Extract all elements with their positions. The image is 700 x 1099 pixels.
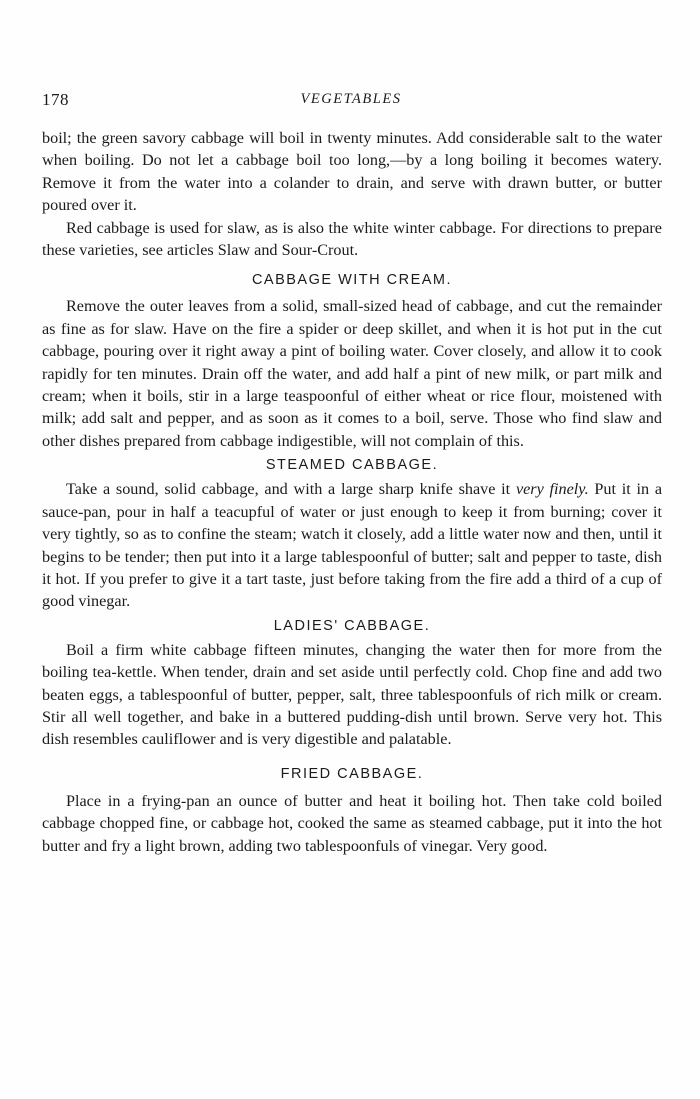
steamed-text-italic: very finely.: [515, 480, 589, 499]
page-header: [42, 90, 660, 114]
section-title-cabbage-with-cream: CABBAGE WITH CREAM.: [251, 272, 453, 289]
steamed-text-start: Take a sound, solid cabbage, and with a large sharp knife shave it: [66, 480, 516, 499]
section-text-steamed-cabbage: [42, 478, 662, 612]
section-title-steamed-cabbage: STEAMED CABBAGE.: [265, 457, 439, 474]
steamed-text-end: Put it in a sauce-pan, pour in half a teacupful of water or just enough to keep it from burning; cover it very tightly, so as to confine the steam; watch it closely, add a little water now and then, until it begins to be tender; then put into it a large tablespoonful of butter; salt and pepper to taste, dish it hot. If you prefer to give it a tart taste, just before taking from the fire add a third of a cup of good vinegar.: [42, 480, 663, 611]
page-number: 178: [42, 90, 69, 109]
section-text-ladies-cabbage: Boil a firm white cabbage fifteen minutes, changing the water then for more from the boiling tea-kettle. When tender, drain and set aside until perfectly cold. Chop fine and add two beaten eggs, a tablespoonful of butter, pepper, salt, three tablespoonfuls of rich milk or cream. Stir all well together, and bake in a buttered pudding-dish until brown. Serve very hot. This dish resembles cauliflower and is very digestible and palatable.: [42, 640, 662, 749]
section-title-ladies-cabbage: LADIES' CABBAGE.: [273, 617, 431, 634]
intro-paragraph-red-cabbage: Red cabbage is used for slaw, as is also the white winter cabbage. For directions to prepare these varieties, see articles Slaw and Sour-Crout.: [42, 218, 662, 260]
section-text-cabbage-with-cream: Remove the outer leaves from a solid, small-sized head of cabbage, and cut the remainder as fine as for slaw. Have on the fire a spider or deep skillet, and when it is hot put in the cut cabbage, pouring over it right away a pint of boiling water. Cover closely, and allow it to cook rapidly for ten minutes. Drain off the water, and add half a pint of new milk, or part milk and cream; when it boils, stir in a large teaspoonful of either wheat or rice flour, moistened with milk; add salt and pepper, and as soon as it comes to a boil, serve. Those who find slaw and other dishes prepared from cabbage indigestible, will not complain of this.: [42, 297, 662, 450]
page-body: [42, 127, 662, 857]
intro-paragraph-continued: boil; the green savory cabbage will boil in twenty minutes. Add considerable salt to the water when boiling. Do not let a cabbage boil too long,—by a long boiling it becomes watery. Remove it from the water into a colander to drain, and serve with drawn butter, or butter poured over it.: [42, 129, 662, 215]
section-text-fried-cabbage: Place in a frying-pan an ounce of butter and heat it boiling hot. Then take cold boiled cabbage chopped fine, or cabbage hot, cooked the same as steamed cabbage, put it into the hot butter and fry a light brown, adding two tablespoonfuls of vinegar. Very good.: [42, 791, 662, 855]
section-title-fried-cabbage: FRIED CABBAGE.: [280, 765, 424, 782]
running-head: VEGETABLES: [300, 91, 402, 107]
